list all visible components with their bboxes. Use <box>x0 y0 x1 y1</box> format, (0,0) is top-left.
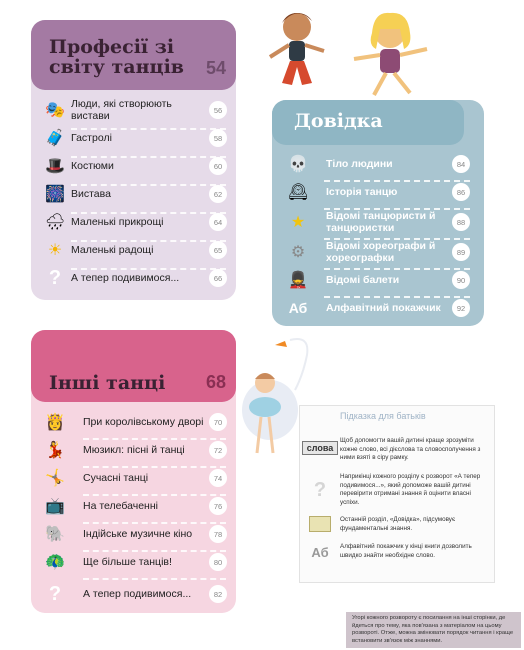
toc-item[interactable] <box>43 436 227 464</box>
hint-item <box>300 473 495 507</box>
modern-dance-icon: 🤸 <box>45 470 65 487</box>
hint-title: Підказка для батьків <box>340 411 426 421</box>
toc-item[interactable] <box>43 124 227 152</box>
toc-item[interactable] <box>43 180 227 208</box>
elephant-icon: 🐘 <box>45 526 65 543</box>
toc-item-label: Відомі балети <box>326 273 400 286</box>
page-number: 70 <box>209 413 227 431</box>
skull-icon: 💀 <box>288 156 308 173</box>
page-number: 86 <box>452 183 470 201</box>
page-number: 56 <box>209 101 227 119</box>
hint-text: Щоб допомогти вашій дитині краще зрозуміти кожне слово, всі дієслова та словосполучення з ними взяті в сіру рамку. <box>340 437 481 461</box>
toc-item-label: Мюзикл: пісні й танці <box>83 443 185 456</box>
page-number: 88 <box>452 213 470 231</box>
abc-icon: Аб <box>311 545 329 560</box>
nutcracker-icon: 💂 <box>288 272 308 289</box>
cloud-icon: 🌧 <box>44 214 66 231</box>
footnote: Угорі кожного розвороту є посилання на інші сторінки, де йдеться про тему, яка пов'язана з матеріалом на цьому розвороті. Отже, можна змінювати порядок читання і краще встановити зв'язок між знаннями. <box>346 612 521 648</box>
toc-item-label: А тепер подивимося... <box>83 587 192 600</box>
toc-item[interactable] <box>43 408 227 436</box>
musical-icon: 💃 <box>45 442 65 459</box>
suitcase-icon: 🧳 <box>45 130 65 147</box>
page-number: 58 <box>209 129 227 147</box>
page-number: 89 <box>452 243 470 261</box>
toc-item-label: Вистава <box>71 187 111 200</box>
toc-item[interactable] <box>286 150 470 178</box>
section-header-reference <box>272 100 464 145</box>
page-number: 92 <box>452 299 470 317</box>
page-number: 64 <box>209 213 227 231</box>
people-icon: 🎭 <box>45 102 65 119</box>
toc-item[interactable] <box>43 152 227 180</box>
toc-item[interactable] <box>43 548 227 576</box>
section-header-professions <box>31 20 236 90</box>
words-icon: слова <box>300 437 340 455</box>
toc-item-label: Відомі хореографи й хореографки <box>326 239 436 264</box>
toc-item[interactable] <box>286 266 470 294</box>
page-number: 76 <box>209 497 227 515</box>
reference-icon <box>300 516 340 532</box>
toc-item[interactable] <box>43 464 227 492</box>
hint-text: Останній розділ, «Довідка», підсумовує фундаментальні знання. <box>340 516 456 532</box>
dancers-illustration <box>262 5 437 100</box>
toc-item-label: Індійське музичне кіно <box>83 527 193 540</box>
hat-icon: 🎩 <box>45 158 65 175</box>
toc-item-label: На телебаченні <box>83 499 158 512</box>
toc-item-label: А тепер подивимося... <box>71 271 180 284</box>
page-number: 74 <box>209 469 227 487</box>
fireworks-icon: 🎆 <box>45 186 65 203</box>
question-icon: ? <box>48 582 62 605</box>
abc-icon: Аб <box>288 300 308 316</box>
question-icon: ? <box>313 479 327 501</box>
clock-icon: 🕰 <box>287 184 309 201</box>
toc-item[interactable] <box>43 96 227 124</box>
toc-item-label: Сучасні танці <box>83 471 149 484</box>
hint-text: Наприкінці кожного розділу є розворот «А тепер подивимося...», який допоможе вашій дитині перевірити отримані знання й оцінити власні успіхи. <box>340 473 481 506</box>
section-header-other-dances <box>31 330 236 402</box>
toc-item[interactable] <box>286 208 470 236</box>
hint-text: Алфавітний покажчик у кінці книги дозволить швидко знайти необхідне слово. <box>340 543 472 559</box>
page-number: 84 <box>452 155 470 173</box>
page-number: 80 <box>209 553 227 571</box>
hint-item <box>300 437 495 463</box>
toc-item-label: Маленькі радощі <box>71 243 154 256</box>
toc-item[interactable] <box>286 178 470 206</box>
hint-item <box>300 543 495 560</box>
page-number: 82 <box>209 585 227 603</box>
toc-item-label: Історія танцю <box>326 185 398 198</box>
toc-item-label: Люди, які створюють вистави <box>71 97 172 122</box>
court-lady-icon: 👸 <box>45 414 65 431</box>
section-title: Інші танці <box>49 372 166 394</box>
gears-icon: ⚙ <box>290 244 306 261</box>
page-number: 60 <box>209 157 227 175</box>
page-number: 90 <box>452 271 470 289</box>
page-number: 65 <box>209 241 227 259</box>
toc-item[interactable] <box>43 264 227 292</box>
toc-item-label: При королівському дворі <box>83 415 204 428</box>
toc-item[interactable] <box>286 238 470 266</box>
toc-item-label: Маленькі прикрощі <box>71 215 164 228</box>
toc-item[interactable] <box>43 236 227 264</box>
section-page: 54 <box>205 58 226 78</box>
star-icon: ★ <box>290 214 306 231</box>
page-number: 78 <box>209 525 227 543</box>
section-page: 68 <box>205 372 226 392</box>
toc-item-label: Костюми <box>71 159 114 172</box>
toc-item[interactable] <box>43 492 227 520</box>
toc-item-label: Відомі танцюристи й танцюристки <box>326 209 436 234</box>
toc-item[interactable] <box>43 580 227 608</box>
toc-item[interactable] <box>43 520 227 548</box>
toc-item[interactable] <box>286 294 470 322</box>
sun-icon: ☀ <box>47 242 63 259</box>
toc-item-label: Тіло людини <box>326 157 393 170</box>
section-title: Довідка <box>294 110 383 132</box>
toc-item-label: Алфавітний покажчик <box>326 301 441 314</box>
page-number: 72 <box>209 441 227 459</box>
page-number: 66 <box>209 269 227 287</box>
page-number: 62 <box>209 185 227 203</box>
section-title: Професії зі світу танців <box>49 36 184 78</box>
toc-item[interactable] <box>43 208 227 236</box>
peacock-icon: 🦚 <box>45 554 65 571</box>
hint-item <box>300 516 495 533</box>
toc-item-label: Гастролі <box>71 131 112 144</box>
tv-icon: 📺 <box>45 498 65 515</box>
question-icon: ? <box>48 266 62 289</box>
toc-item-label: Ще більше танців! <box>83 555 172 568</box>
